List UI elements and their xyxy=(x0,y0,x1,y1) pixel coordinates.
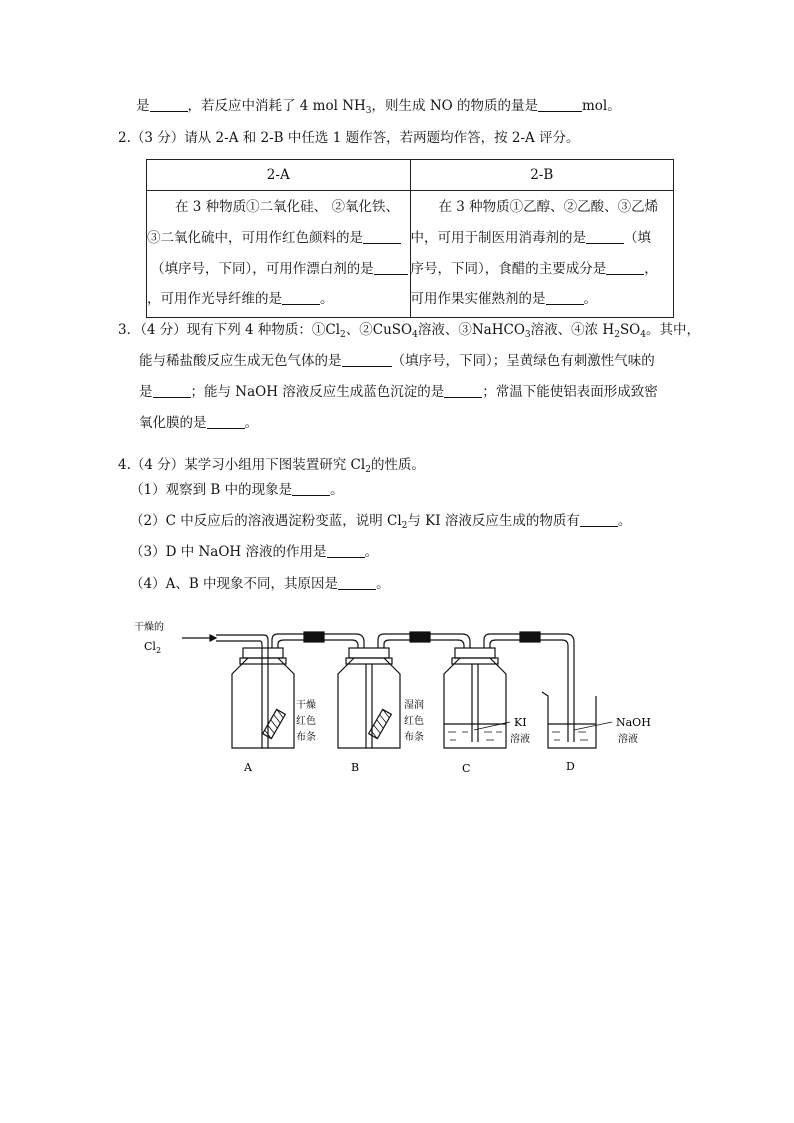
svg-text:KI: KI xyxy=(514,716,527,729)
svg-text:湿润: 湿润 xyxy=(404,700,424,711)
rubber-connector xyxy=(304,632,324,642)
answer-blank[interactable] xyxy=(342,352,392,367)
q3-line-2: 能与稀盐酸反应生成无色气体的是 （填序号，下同）；呈黄绿色有刺激性气味的 xyxy=(139,353,655,369)
cell-2a: 在 3 种物质①二氧化硅、 ②氧化铁、 ③二氧化硫中，可用作红色颜料的是 （填序号，下同），可用作漂白剂的是 ，可用作光导纤维的是 。 xyxy=(147,191,411,318)
svg-text:布条: 布条 xyxy=(404,732,424,743)
apparatus-diagram xyxy=(128,612,668,777)
q1-tail-line: 是 ，若反应中消耗了 4 mol $NH_3$，则生成 NO 的物质的量是 mol。 xyxy=(136,98,621,116)
header-2b: 2-B xyxy=(410,160,674,191)
answer-blank[interactable] xyxy=(580,512,618,527)
stopper-b xyxy=(349,648,389,658)
q4-part-4: （4）A、B 中现象不同，其原因是 。 xyxy=(130,576,390,592)
c-liquid-hatch xyxy=(448,732,502,740)
q4-part-1: （1）观察到 B 中的现象是 。 xyxy=(130,482,344,498)
arrow-head xyxy=(210,635,216,641)
label-a: A xyxy=(244,761,252,774)
svg-text:NaOH: NaOH xyxy=(616,716,651,729)
svg-text:布条: 布条 xyxy=(296,732,316,743)
header-2a: 2-A xyxy=(147,160,411,191)
q4-stem: 4.（4 分）某学习小组用下图装置研究 $Cl_2$的性质。 xyxy=(118,457,425,475)
answer-blank[interactable] xyxy=(153,383,191,398)
answer-blank[interactable] xyxy=(586,229,624,244)
answer-blank[interactable] xyxy=(338,575,376,590)
svg-text:溶液: 溶液 xyxy=(510,734,530,745)
cell-2b: 在 3 种物质①乙醇、②乙酸、③乙烯 中，可用于制医用消毒剂的是 （填 序号，下同），食醋的主要成分是 ， 可用作果实催熟剂的是 。 xyxy=(410,191,674,318)
answer-blank[interactable] xyxy=(606,260,644,275)
svg-text:红色: 红色 xyxy=(296,716,316,727)
rubber-connector xyxy=(410,632,430,642)
label-d: D xyxy=(566,760,575,773)
q4-part-3: （3）D 中 NaOH 溶液的作用是 。 xyxy=(130,544,378,560)
c-outlet xyxy=(484,634,520,648)
q4-part-2: （2）C 中反应后的溶液遇淀粉变蓝，说明 $Cl_2$与 KI 溶液反应生成的物质有 。 xyxy=(130,513,632,531)
tube-bc xyxy=(430,634,470,648)
leader-c xyxy=(474,722,510,730)
q2-stem: 2.（3 分）请从 2-A 和 2-B 中任选 1 题作答，若两题均作答，按 2-A 评分。 xyxy=(118,130,580,146)
cloth-strip-a xyxy=(263,709,286,738)
label-c: C xyxy=(462,762,471,775)
inlet-tube xyxy=(216,635,268,748)
rubber-connector xyxy=(520,632,540,642)
answer-blank[interactable] xyxy=(546,290,584,305)
q3-line-3: 是 ；能与 NaOH 溶液反应生成蓝色沉淀的是 ；常温下能使铝表面形成致密 xyxy=(139,384,658,400)
q3-line-1: 3．（4 分）现有下列 4 种物质：$①Cl_2$、②CuSO$_4$溶液、③NaHCO$_3$溶液、④浓 $H_2SO_4$。其中， xyxy=(118,322,700,340)
tube-cd xyxy=(540,634,574,742)
tube-ab xyxy=(324,634,364,648)
leader-d xyxy=(574,722,612,730)
inlet-formula: $Cl_2$ xyxy=(144,640,162,655)
svg-text:溶液: 溶液 xyxy=(618,734,638,745)
answer-blank[interactable] xyxy=(282,290,320,305)
a-outlet xyxy=(272,634,304,648)
answer-blank[interactable] xyxy=(538,97,582,112)
answer-blank[interactable] xyxy=(363,229,401,244)
b-outlet xyxy=(378,634,410,648)
answer-blank[interactable] xyxy=(292,481,330,496)
answer-blank[interactable] xyxy=(444,383,482,398)
bottle-c xyxy=(444,658,506,748)
answer-blank[interactable] xyxy=(150,97,188,112)
beaker-d xyxy=(542,692,596,748)
svg-text:干燥: 干燥 xyxy=(296,700,316,711)
choice-table xyxy=(146,159,674,318)
stopper-c xyxy=(455,648,495,658)
answer-blank[interactable] xyxy=(374,260,408,275)
svg-text:红色: 红色 xyxy=(404,716,424,727)
stopper-a xyxy=(243,648,283,658)
label-b: B xyxy=(351,761,360,774)
c-inlet-tube xyxy=(472,664,478,742)
d-liquid-hatch xyxy=(552,732,588,740)
q3-line-4: 氧化膜的是 。 xyxy=(139,415,258,431)
inlet-label: 干燥的 xyxy=(134,622,164,633)
answer-blank[interactable] xyxy=(207,414,245,429)
answer-blank[interactable] xyxy=(327,543,365,558)
